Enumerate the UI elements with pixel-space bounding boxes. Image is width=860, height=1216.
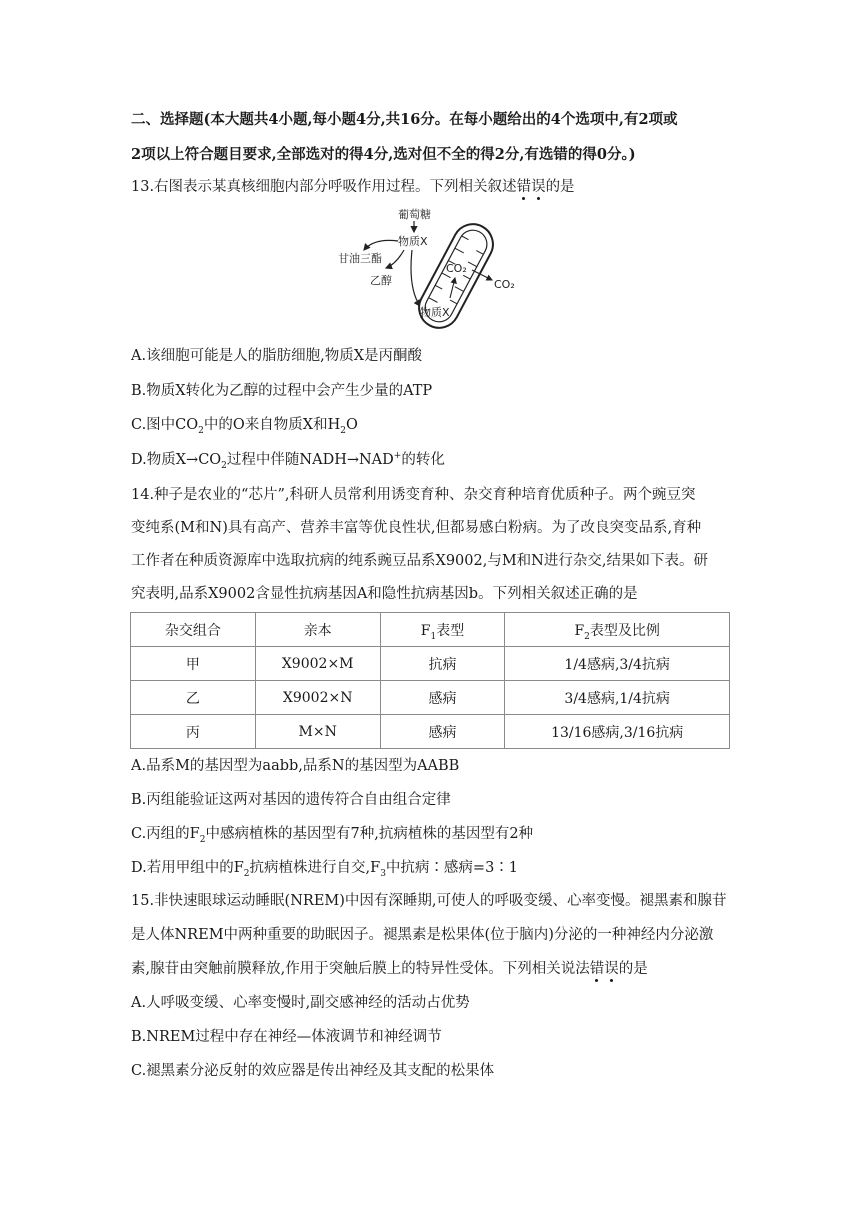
table-row xyxy=(131,715,730,749)
q13-option-d-text: 过程中伴随NADH→NAD xyxy=(226,452,394,468)
table-row xyxy=(131,647,730,681)
table-cell-parents: X9002×M xyxy=(255,647,380,681)
section-heading-line1: 二、选择题(本大题共4小题,每小题4分,共16分。在每小题给出的4个选项中,有2项或 xyxy=(131,111,678,128)
q15-stem-line3 xyxy=(131,959,648,979)
subscript: 2 xyxy=(340,425,346,436)
header-text: 表型 xyxy=(436,622,465,639)
q15-stem-text: 素,腺苷由突触前膜释放,作用于突触后膜上的特异性受体。下列相关说法 xyxy=(131,961,590,977)
q15-emphasis-char: 误 xyxy=(604,961,619,977)
subscript: 2 xyxy=(198,425,204,436)
q13-option-d-text: D.物质X→CO xyxy=(131,452,222,468)
table-cell-f2: 13/16感病,3/16抗病 xyxy=(505,715,730,749)
subscript: 2 xyxy=(221,460,227,471)
arrow-x-to-triglyceride xyxy=(364,240,398,250)
table-row xyxy=(131,681,730,715)
arrow-x-to-ethanol xyxy=(386,250,404,268)
substance-x-label-top: 物质X xyxy=(398,235,428,248)
q13-emphasis-char: 错 xyxy=(516,179,532,195)
subscript: 3 xyxy=(380,868,386,879)
subscript: 2 xyxy=(584,631,590,642)
header-text: F xyxy=(574,622,585,639)
q14-option-d-text: 抗病植株进行自交,F xyxy=(249,860,381,876)
table-cell-group: 甲 xyxy=(131,647,256,681)
q14-option-c xyxy=(131,824,533,844)
superscript: + xyxy=(393,451,402,462)
q15-emphasis-char: 错 xyxy=(589,961,605,977)
subscript: 1 xyxy=(430,631,437,642)
q14-stem-line3: 工作者在种质资源库中选取抗病的纯系豌豆品系X9002,与M和N进行杂交,结果如下表。研 xyxy=(131,553,708,569)
table-cell-f2: 1/4感病,3/4抗病 xyxy=(505,647,730,681)
q15-option-b: B.NREM过程中存在神经—体液调节和神经调节 xyxy=(131,1029,442,1045)
q15-stem-line1: 15.非快速眼球运动睡眠(NREM)中因有深睡期,可使人的呼吸变缓、心率变慢。褪黑素和腺苷 xyxy=(131,893,727,909)
subscript: 2 xyxy=(243,868,250,879)
q14-option-b: B.丙组能验证这两对基因的遗传符合自由组合定律 xyxy=(131,792,451,808)
q14-option-c-text: C.丙组的F xyxy=(131,826,200,842)
arrow-x-into-mitochondrion xyxy=(411,250,420,306)
subscript: 2 xyxy=(199,834,206,845)
q15-option-c: C.褪黑素分泌反射的效应器是传出神经及其支配的松果体 xyxy=(131,1063,495,1079)
header-text: 表型及比例 xyxy=(589,622,660,639)
q13-stem-text: 13.右图表示某真核细胞内部分呼吸作用过程。下列相关叙述 xyxy=(131,179,517,195)
q15-option-a: A.人呼吸变缓、心率变慢时,副交感神经的活动占优势 xyxy=(131,995,470,1011)
substance-x-label-bottom: 物质X xyxy=(420,306,450,319)
q15-stem-end: 的是 xyxy=(618,961,648,977)
q13-option-d-text: 的转化 xyxy=(401,452,445,468)
table-cell-parents: X9002×N xyxy=(255,681,380,715)
q13-stem-end: 的是 xyxy=(545,179,575,195)
table-cell-parents: M×N xyxy=(255,715,380,749)
q14-option-d xyxy=(131,858,518,878)
table-header-cell xyxy=(505,613,730,647)
q13-option-c-text: O xyxy=(346,417,358,433)
q14-stem-line2: 变纯系(M和N)具有高产、营养丰富等优良性状,但都易感白粉病。为了改良突变品系,育种 xyxy=(131,520,702,536)
q15-stem-line2: 是人体NREM中两种重要的助眠因子。褪黑素是松果体(位于脑内)分泌的一种神经内分泌激 xyxy=(131,927,714,943)
header-text: F xyxy=(420,622,431,639)
q13-option-c-text: 中的O来自物质X和H xyxy=(203,417,341,433)
section-heading-line2: 2项以上符合题目要求,全部选对的得4分,选对但不全的得2分,有选错的得0分。) xyxy=(131,146,636,163)
table-cell-f1: 抗病 xyxy=(380,647,505,681)
ethanol-label: 乙醇 xyxy=(370,274,392,287)
table-cell-group: 丙 xyxy=(131,715,256,749)
table-cell-f1: 感病 xyxy=(380,681,505,715)
respiration-diagram xyxy=(334,208,534,338)
table-header-cell xyxy=(380,613,505,647)
q13-option-b: B.物质X转化为乙醇的过程中会产生少量的ATP xyxy=(131,383,433,399)
q13-option-a: A.该细胞可能是人的脂肪细胞,物质X是丙酮酸 xyxy=(131,348,423,364)
q13-option-d xyxy=(131,450,445,470)
q13-option-c-text: C.图中CO xyxy=(131,417,199,433)
co2-outer-label: CO₂ xyxy=(494,278,515,291)
q14-option-d-text: D.若用甲组中的F xyxy=(131,860,244,876)
q14-stem-line1: 14.种子是农业的“芯片”,科研人员常利用诱变育种、杂交育种培育优质种子。两个豌豆突 xyxy=(131,487,696,503)
triglyceride-label: 甘油三酯 xyxy=(338,252,382,265)
q13-option-c xyxy=(131,415,358,435)
table-cell-group: 乙 xyxy=(131,681,256,715)
co2-inner-label: CO₂ xyxy=(446,262,467,275)
q14-stem-line4: 究表明,品系X9002含显性抗病基因A和隐性抗病基因b。下列相关叙述正确的是 xyxy=(131,586,638,602)
table-cell-f2: 3/4感病,1/4抗病 xyxy=(505,681,730,715)
table-header-cell: 亲本 xyxy=(255,613,380,647)
glucose-label: 葡萄糖 xyxy=(398,208,431,221)
table-cell-f1: 感病 xyxy=(380,715,505,749)
table-header-cell: 杂交组合 xyxy=(131,613,256,647)
cross-results-table xyxy=(130,612,730,749)
table-header-row xyxy=(131,613,730,647)
q14-option-a: A.品系M的基因型为aabb,品系N的基因型为AABB xyxy=(131,758,460,774)
q13-emphasis-char: 误 xyxy=(531,179,546,195)
q13-stem xyxy=(131,177,575,197)
q14-option-d-text: 中抗病∶感病=3∶1 xyxy=(385,860,519,876)
q14-option-c-text: 中感病植株的基因型有7种,抗病植株的基因型有2种 xyxy=(205,826,534,842)
